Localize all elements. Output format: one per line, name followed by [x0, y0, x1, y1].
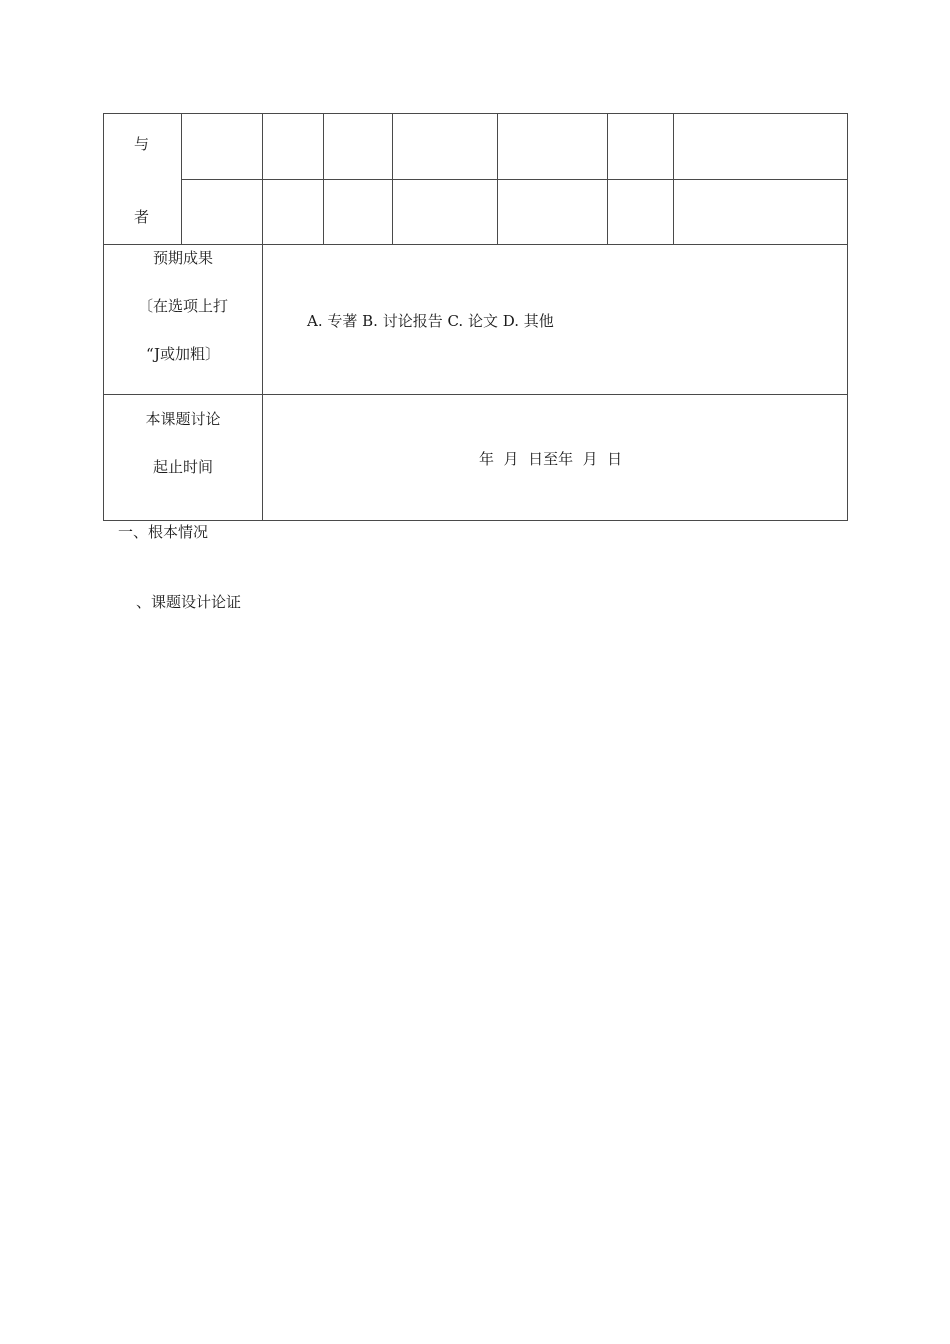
- research-period-label-line1: 本课题讨论: [145, 410, 221, 428]
- expected-results-label-line2: 〔在选项上打: [137, 297, 228, 315]
- participant-col-divider-3: [323, 113, 324, 244]
- expected-results-label-line1: 预期成果: [152, 249, 213, 267]
- participant-col-divider-6: [607, 113, 608, 244]
- participant-col-divider-5: [497, 113, 498, 244]
- table-border-bottom: [103, 520, 848, 521]
- table-divider-participants-bottom: [103, 244, 848, 245]
- participant-col-divider-1: [181, 113, 182, 244]
- participant-label-bottom: 者: [134, 208, 150, 226]
- expected-results-label-line3: “J或加粗〕: [145, 345, 221, 363]
- table-border-top: [103, 113, 848, 114]
- research-period-dates: 年 月 日至年 月 日: [479, 450, 623, 468]
- participant-col-divider-7: [673, 113, 674, 244]
- table-divider-participants-mid: [181, 179, 848, 180]
- research-period-label-line2: 起止时间: [152, 458, 213, 476]
- section-heading-basic-info: 一、根本情况: [118, 523, 209, 541]
- section-heading-design-argument: 、课题设计论证: [136, 593, 242, 611]
- expected-results-options: A. 专著 B. 讨论报告 C. 论文 D. 其他: [307, 312, 554, 330]
- participant-col-divider-4: [392, 113, 393, 244]
- participant-label-top: 与: [134, 135, 150, 153]
- table-border-right: [847, 113, 848, 521]
- table-divider-results-bottom: [103, 394, 848, 395]
- participant-col-divider-2: [262, 113, 263, 521]
